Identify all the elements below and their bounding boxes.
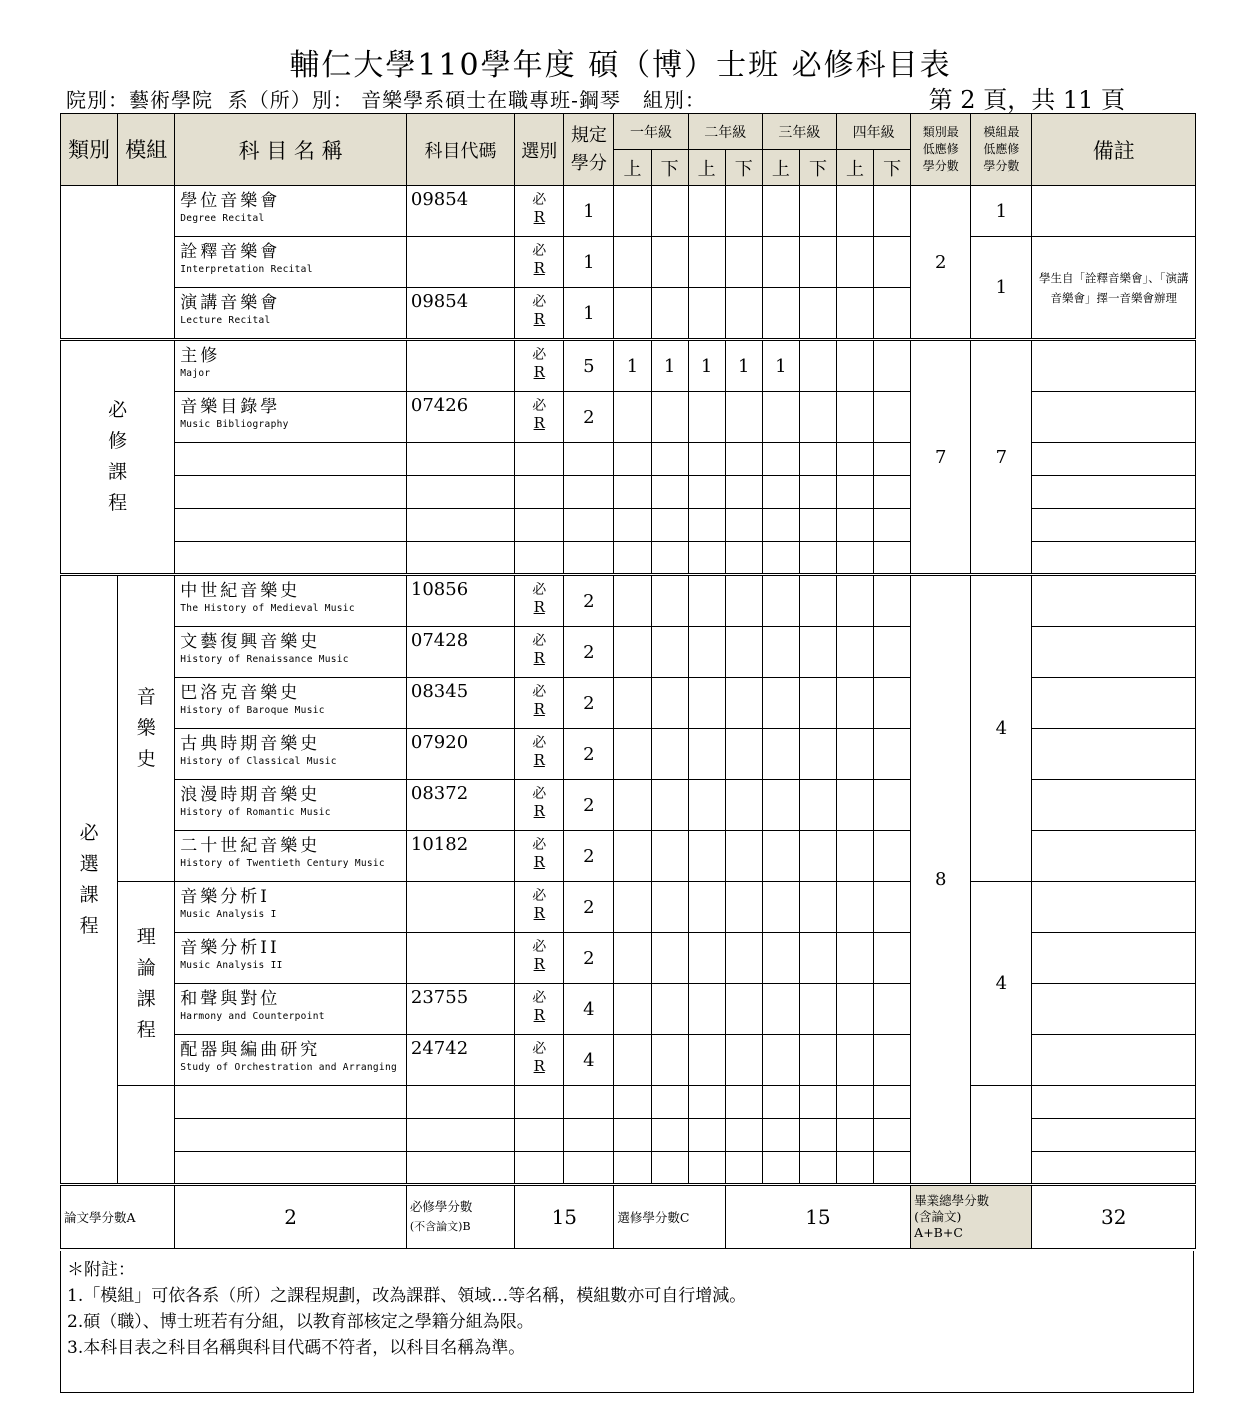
course-code [406, 340, 514, 392]
header-credits: 規定學分 [564, 114, 614, 186]
semester-credit: 1 [688, 340, 725, 392]
remark-note: 學生自「詮釋音樂會」、「演講音樂會」擇一音樂會辦理 [1032, 237, 1196, 340]
cat-min-value: 2 [911, 186, 971, 340]
course-credits: 1 [564, 237, 614, 288]
elective-type: 必 R [515, 575, 564, 627]
header-semester: 下 [874, 150, 911, 186]
elective-type: 必 R [515, 627, 564, 678]
header-semester: 上 [688, 150, 725, 186]
course-credits: 2 [564, 933, 614, 984]
course-credits: 5 [564, 340, 614, 392]
category-required: 必修課程 [61, 340, 175, 575]
course-credits: 4 [564, 1035, 614, 1086]
header-year-1: 一年級 [614, 114, 688, 150]
course-code: 08372 [406, 780, 514, 831]
header-cat-min: 類別最低應修學分數 [911, 114, 971, 186]
semester-credit: 1 [725, 340, 762, 392]
header-category: 類別 [61, 114, 118, 186]
course-credits: 2 [564, 831, 614, 882]
cat-min-value: 7 [911, 340, 971, 575]
mod-min-value: 4 [971, 575, 1032, 882]
course-name: 音樂分析II Music Analysis II [175, 933, 407, 984]
elective-type: 必 R [515, 237, 564, 288]
thesis-credits-value: 2 [175, 1185, 407, 1249]
elective-type: 必 R [515, 1035, 564, 1086]
category-required-elective: 必選課程 [61, 575, 118, 1185]
required-credits-value: 15 [515, 1185, 614, 1249]
elective-type: 必 R [515, 984, 564, 1035]
elective-type: 必 R [515, 780, 564, 831]
course-credits: 2 [564, 678, 614, 729]
course-code: 09854 [406, 186, 514, 237]
module-theory: 理論課程 [118, 882, 175, 1086]
semester-credit: 1 [614, 340, 651, 392]
department-label: 系（所）別： 音樂學系碩士在職專班-鋼琴 [227, 88, 621, 112]
header-semester: 上 [614, 150, 651, 186]
course-credits: 2 [564, 392, 614, 443]
course-name: 音樂目錄學 Music Bibliography [175, 392, 407, 443]
course-name: 和聲與對位 Harmony and Counterpoint [175, 984, 407, 1035]
course-code: 09854 [406, 288, 514, 340]
header-semester: 下 [799, 150, 836, 186]
header-semester: 上 [762, 150, 799, 186]
sub-header [66, 84, 706, 113]
elective-credits-value: 15 [725, 1185, 910, 1249]
course-code [406, 882, 514, 933]
page-title: 輔仁大學110學年度 碩（博）士班 必修科目表 [289, 48, 952, 83]
note-item: 1.「模組」可依各系（所）之課程規劃，改為課群、領域…等名稱，模組數亦可自行增減。 [67, 1286, 747, 1306]
course-credits: 1 [564, 186, 614, 237]
course-code: 23755 [406, 984, 514, 1035]
mod-min-value: 7 [971, 340, 1032, 575]
course-name: 二十世紀音樂史 History of Twentieth Century Music [175, 831, 407, 882]
course-code: 24742 [406, 1035, 514, 1086]
course-name: 主修 Major [175, 340, 407, 392]
header-mod-min: 模組最低應修學分數 [971, 114, 1032, 186]
course-code: 10856 [406, 575, 514, 627]
header-year-3: 三年級 [762, 114, 836, 150]
header-semester: 下 [651, 150, 688, 186]
note-item: 2.碩（職）、博士班若有分組，以教育部核定之學籍分組為限。 [67, 1312, 534, 1332]
elective-type: 必 R [515, 729, 564, 780]
course-name: 巴洛克音樂史 History of Baroque Music [175, 678, 407, 729]
header-semester: 上 [836, 150, 873, 186]
course-code: 07426 [406, 392, 514, 443]
page-number: 第 2 頁，共 11 頁 [928, 86, 1125, 114]
course-credits: 2 [564, 729, 614, 780]
elective-type: 必 R [515, 678, 564, 729]
header-course-name: 科 目 名 稱 [175, 114, 407, 186]
header-elective: 選別 [515, 114, 564, 186]
elective-type: 必 R [515, 340, 564, 392]
course-credits: 1 [564, 288, 614, 340]
course-name: 演講音樂會 Lecture Recital [175, 288, 407, 340]
semester-credit: 1 [651, 340, 688, 392]
header-year-2: 二年級 [688, 114, 762, 150]
module-music-history: 音樂史 [118, 575, 175, 882]
course-name: 配器與編曲研究 Study of Orchestration and Arranging [175, 1035, 407, 1086]
course-name: 中世紀音樂史 The History of Medieval Music [175, 575, 407, 627]
elective-type: 必 R [515, 186, 564, 237]
header-year-4: 四年級 [836, 114, 910, 150]
course-credits: 2 [564, 780, 614, 831]
header-remarks: 備註 [1032, 114, 1196, 186]
header-course-code: 科目代碼 [406, 114, 514, 186]
course-table [60, 113, 1196, 1249]
total-credits-value: 32 [1032, 1185, 1196, 1249]
course-code: 08345 [406, 678, 514, 729]
course-code: 07428 [406, 627, 514, 678]
mod-min-value: 4 [971, 882, 1032, 1086]
total-credits-label: 畢業總學分數 (含論文) A+B+C [911, 1185, 1032, 1249]
header-module: 模組 [118, 114, 175, 186]
college-label: 院別：藝術學院 [66, 88, 213, 112]
course-code [406, 237, 514, 288]
group-label: 組別： [642, 88, 706, 112]
note-item: 3.本科目表之科目名稱與科目代碼不符者，以科目名稱為準。 [67, 1338, 526, 1358]
course-code: 10182 [406, 831, 514, 882]
notes-heading: ＊附註： [67, 1260, 135, 1280]
course-name: 文藝復興音樂史 History of Renaissance Music [175, 627, 407, 678]
course-name: 詮釋音樂會 Interpretation Recital [175, 237, 407, 288]
elective-credits-label: 選修學分數C [614, 1185, 725, 1249]
course-credits: 2 [564, 575, 614, 627]
course-credits: 2 [564, 882, 614, 933]
course-code: 07920 [406, 729, 514, 780]
elective-type: 必 R [515, 933, 564, 984]
elective-type: 必 R [515, 882, 564, 933]
section1-category [61, 186, 175, 340]
notes-section [60, 1251, 1194, 1393]
mod-min-value: 1 [971, 237, 1032, 340]
course-credits: 2 [564, 627, 614, 678]
required-credits-label: 必修學分數 (不含論文)B [406, 1185, 514, 1249]
course-name: 浪漫時期音樂史 History of Romantic Music [175, 780, 407, 831]
course-name: 古典時期音樂史 History of Classical Music [175, 729, 407, 780]
elective-type: 必 R [515, 392, 564, 443]
course-credits: 4 [564, 984, 614, 1035]
mod-min-value: 1 [971, 186, 1032, 237]
header-semester: 下 [725, 150, 762, 186]
elective-type: 必 R [515, 288, 564, 340]
course-name: 學位音樂會 Degree Recital [175, 186, 407, 237]
cat-min-value: 8 [911, 575, 971, 1185]
elective-type: 必 R [515, 831, 564, 882]
course-name: 音樂分析I Music Analysis I [175, 882, 407, 933]
course-code [406, 933, 514, 984]
thesis-credits-label: 論文學分數A [61, 1185, 175, 1249]
semester-credit: 1 [762, 340, 799, 392]
